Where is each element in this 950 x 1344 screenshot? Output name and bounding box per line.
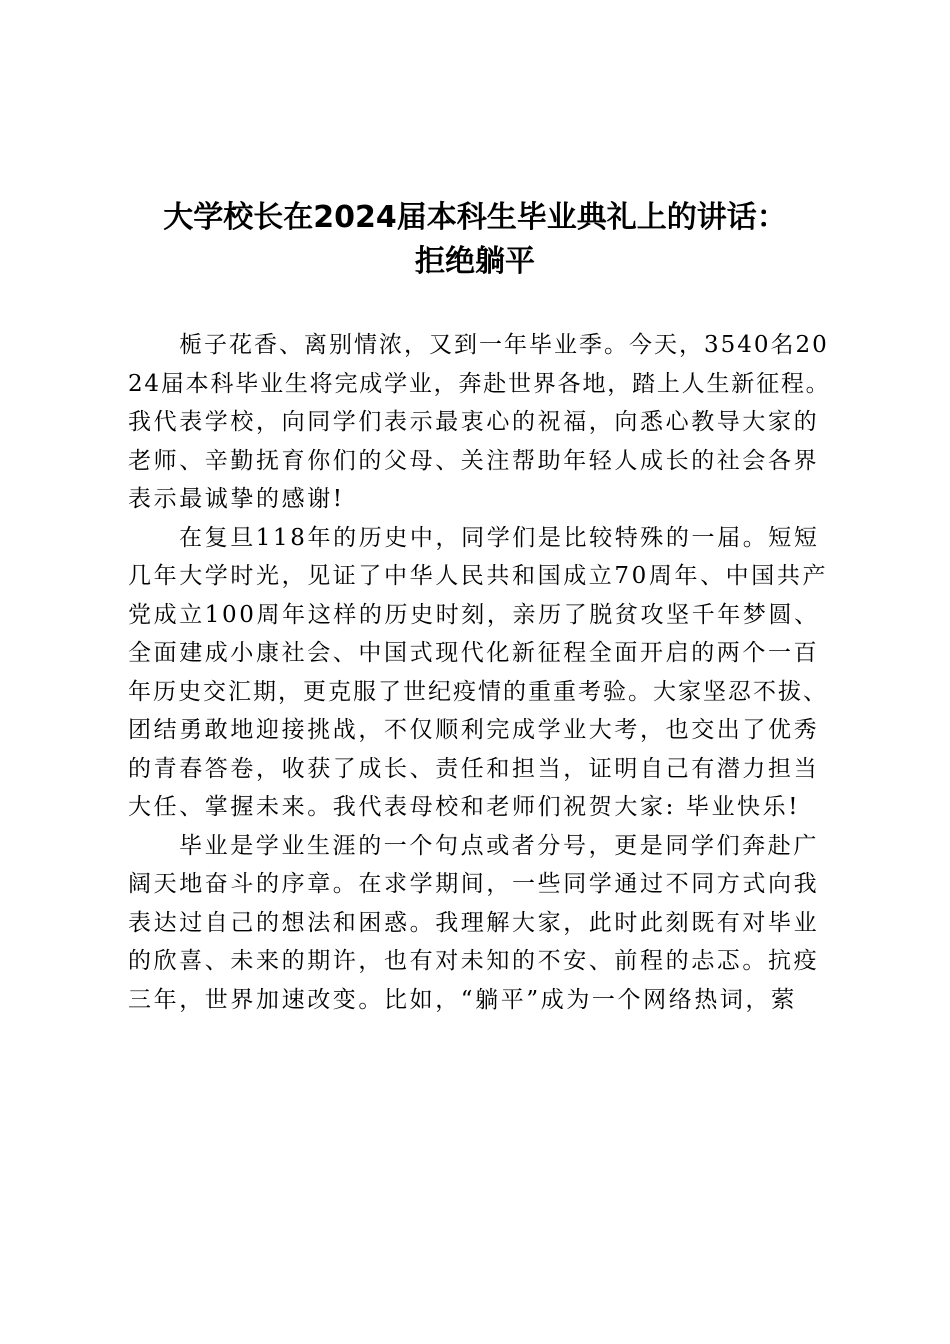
paragraph-line: 栀子花香、离别情浓，又到一年毕业季。今天，3540名20	[179, 332, 829, 358]
paragraph-line: 的青春答卷，收获了成长、责任和担当，证明自己有潜力担当	[128, 755, 820, 782]
paragraph-1	[128, 326, 832, 519]
paragraph-3	[128, 827, 832, 1020]
paragraph-line: 党成立100周年这样的历史时刻，亲历了脱贫攻坚千年梦圆、	[128, 601, 820, 628]
paragraph-line: 团结勇敢地迎接挑战，不仅顺利完成学业大考，也交出了优秀	[128, 717, 820, 743]
paragraph-line: 毕业是学业生涯的一个句点或者分号，更是同学们奔赴广	[179, 832, 819, 859]
paragraph-line: 三年，世界加速改变。比如，“躺平”成为一个网络热词，萦	[128, 986, 797, 1013]
paragraph-line: 表达过自己的想法和困惑。我理解大家，此时此刻既有对毕业	[128, 909, 820, 936]
paragraph-line: 24届本科毕业生将完成学业，奔赴世界各地，踏上人生新征程。	[128, 370, 831, 397]
paragraph-line: 全面建成小康社会、中国式现代化新征程全面开启的两个一百	[128, 640, 820, 666]
paragraph-line: 大任、掌握未来。我代表母校和老师们祝贺大家: 毕业快乐!	[128, 794, 801, 820]
title-line-1: 大学校长在2024届本科生毕业典礼上的讲话：	[163, 200, 787, 235]
paragraph-line: 老师、辛勤抚育你们的父母、关注帮助年轻人成长的社会各界	[128, 447, 820, 474]
document-body	[128, 326, 832, 1019]
paragraph-line: 表示最诚挚的感谢!	[128, 486, 345, 512]
title-line-2: 拒绝躺平	[415, 244, 535, 279]
paragraph-line: 我代表学校，向同学们表示最衷心的祝福，向悉心教导大家的	[128, 409, 820, 435]
paragraph-line: 的欣喜、未来的期许，也有对未知的不安、前程的忐忑。抗疫	[128, 948, 820, 974]
paragraph-line: 几年大学时光，见证了中华人民共和国成立70周年、中国共产	[128, 563, 829, 589]
document-title	[120, 196, 830, 284]
paragraph-line: 在复旦118年的历史中，同学们是比较特殊的一届。短短	[179, 524, 820, 551]
paragraph-line: 阔天地奋斗的序章。在求学期间，一些同学通过不同方式向我	[128, 871, 820, 897]
paragraph-2	[128, 519, 832, 827]
paragraph-line: 年历史交汇期，更克服了世纪疫情的重重考验。大家坚忍不拔、	[128, 678, 828, 705]
